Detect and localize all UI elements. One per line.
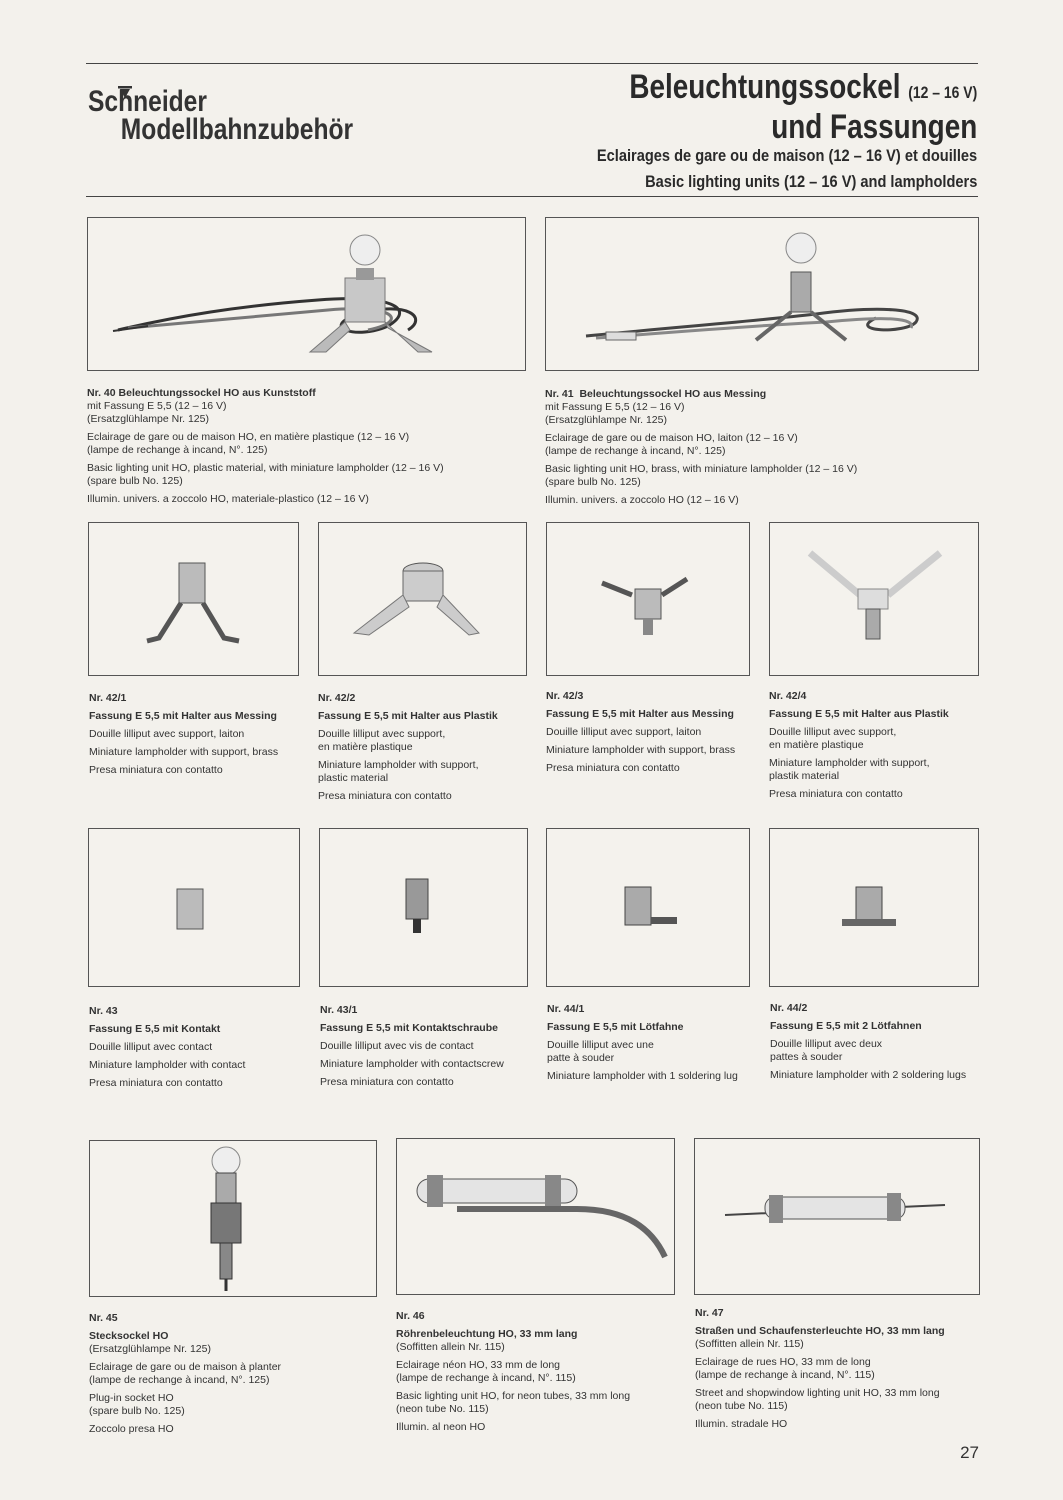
item-fr: Douille lilliput avec contact [89,1041,213,1053]
subtitle-en: Basic lighting units (12 – 16 V) and lampholders [644,172,977,191]
item-title: Straßen und Schaufensterleuchte HO, 33 mm lang [695,1325,945,1337]
item-number: Nr. 44/2 [770,1002,808,1014]
item-number: Nr. 42/2 [318,692,356,704]
title-text: Beleuchtungssockel [629,68,901,106]
item-number: Nr. 43/1 [320,1004,358,1016]
item-fr: Douille lilliput avec support, laiton [546,726,702,738]
item-title: Fassung E 5,5 mit Halter aus Messing [89,710,277,722]
item-it: Illumin. univers. a zoccolo HO (12 – 16 V) [545,494,739,506]
item-title: Nr. 40 Beleuchtungssockel HO aus Kunststoff [87,387,316,399]
item-fr: Douille lilliput avec support, laiton [89,728,245,740]
item-fr: Douille lilliput avec support, en matière plastique [318,728,446,753]
item-fr: Eclairage de rues HO, 33 mm de long (lampe de rechange à incand, N°. 115) [695,1356,875,1381]
caption-nr44-1 [547,1003,757,1083]
item-en: Miniature lampholder with support, plastik material [769,757,930,782]
photo-nr42-3 [546,522,750,676]
item-number: Nr. 46 [396,1310,425,1322]
photo-nr42-2 [318,522,527,676]
item-it: Illumin. stradale HO [695,1418,788,1430]
item-en: Miniature lampholder with 2 soldering lugs [770,1069,967,1081]
item-fr: Eclairage néon HO, 33 mm de long (lampe de rechange à incand, N°. 115) [396,1359,576,1384]
item-en: Miniature lampholder with 1 soldering lug [547,1070,738,1082]
item-it: Presa miniatura con contatto [769,788,903,800]
item-de: (Ersatzglühlampe Nr. 125) [89,1343,211,1355]
item-de: mit Fassung E 5,5 (12 – 16 V) (Ersatzglühlampe Nr. 125) [87,400,227,425]
photo-nr42-1 [88,522,299,676]
item-en: Miniature lampholder with support, brass [546,744,736,756]
item-fr: Eclairage de gare ou de maison HO, laiton (12 – 16 V) (lampe de rechange à incand, N°. 125) [545,432,798,457]
caption-nr42-1 [89,692,299,777]
item-title: Nr. 41 Beleuchtungssockel HO aus Messing [545,388,767,400]
page-title-line2: und Fassungen [770,108,977,146]
item-fr: Eclairage de gare ou de maison à planter (lampe de rechange à incand, N°. 125) [89,1361,282,1386]
caption-nr42-4 [769,690,979,801]
logo-line1: Schneider [88,85,207,118]
item-fr: Douille lilliput avec support, en matière plastique [769,726,897,751]
caption-nr45 [89,1312,379,1436]
brand-logo [88,85,354,146]
caption-nr42-3 [546,690,756,775]
caption-nr40 [87,387,527,506]
photo-nr41 [545,217,979,371]
item-title: Fassung E 5,5 mit Halter aus Plastik [318,710,498,722]
item-title: Röhrenbeleuchtung HO, 33 mm lang [396,1328,578,1340]
item-en: Miniature lampholder with contact [89,1059,246,1071]
item-it: Presa miniatura con contatto [89,764,223,776]
item-title: Fassung E 5,5 mit Kontaktschraube [320,1022,498,1034]
photo-nr44-2 [769,828,979,987]
subtitle-fr: Eclairages de gare ou de maison (12 – 16 V) et douilles [596,146,977,165]
photo-nr40 [87,217,526,371]
item-en: Basic lighting unit HO, plastic material, with miniature lampholder (12 – 16 V) (spare bulb No. 125) [87,462,444,487]
caption-nr44-2 [770,1002,980,1082]
item-number: Nr. 45 [89,1312,118,1324]
item-fr: Eclairage de gare ou de maison HO, en matière plastique (12 – 16 V) (lampe de rechange à incand, N°. 125) [87,431,410,456]
item-it: Presa miniatura con contatto [89,1077,223,1089]
item-en: Basic lighting unit HO, for neon tubes, 33 mm long (neon tube No. 115) [396,1390,631,1415]
item-title: Fassung E 5,5 mit Halter aus Messing [546,708,734,720]
logo-line2: Modellbahnzubehör [120,113,354,146]
item-en: Miniature lampholder with support, plastic material [318,759,479,784]
item-it: Presa miniatura con contatto [546,762,680,774]
caption-nr42-2 [318,692,528,803]
item-de: (Soffitten allein Nr. 115) [695,1338,804,1350]
item-en: Miniature lampholder with support, brass [89,746,279,758]
item-title: Fassung E 5,5 mit Halter aus Plastik [769,708,949,720]
item-fr: Douille lilliput avec deux pattes à souder [770,1038,883,1063]
caption-nr47 [695,1307,985,1431]
item-en: Plug-in socket HO (spare bulb No. 125) [89,1392,185,1417]
item-de: (Soffitten allein Nr. 115) [396,1341,505,1353]
item-fr: Douille lilliput avec vis de contact [320,1040,474,1052]
item-en: Miniature lampholder with contactscrew [320,1058,504,1070]
item-number: Nr. 42/4 [769,690,807,702]
caption-nr41 [545,388,975,507]
item-title: Stecksockel HO [89,1330,169,1342]
item-number: Nr. 43 [89,1005,118,1017]
photo-nr45 [89,1140,377,1297]
caption-nr43 [89,1005,299,1090]
item-title: Fassung E 5,5 mit Kontakt [89,1023,221,1035]
item-en: Street and shopwindow lighting unit HO, 33 mm long (neon tube No. 115) [695,1387,940,1412]
photo-nr43 [88,828,300,987]
item-title: Fassung E 5,5 mit 2 Lötfahnen [770,1020,922,1032]
item-title: Fassung E 5,5 mit Lötfahne [547,1021,684,1033]
header-rule [86,196,978,197]
item-number: Nr. 47 [695,1307,724,1319]
caption-nr43-1 [320,1004,530,1089]
top-rule [86,63,978,64]
item-it: Illumin. univers. a zoccolo HO, materiale-plastico (12 – 16 V) [87,493,369,505]
photo-nr47 [694,1138,980,1295]
photo-nr44-1 [546,828,750,987]
item-it: Illumin. al neon HO [396,1421,486,1433]
item-it: Zoccolo presa HO [89,1423,174,1435]
item-number: Nr. 42/3 [546,690,584,702]
item-number: Nr. 42/1 [89,692,127,704]
item-de: mit Fassung E 5,5 (12 – 16 V) (Ersatzglühlampe Nr. 125) [545,401,685,426]
photo-nr46 [396,1138,675,1295]
item-fr: Douille lilliput avec une patte à souder [547,1039,654,1064]
photo-nr42-4 [769,522,979,676]
item-number: Nr. 44/1 [547,1003,585,1015]
item-en: Basic lighting unit HO, brass, with miniature lampholder (12 – 16 V) (spare bulb No. 125) [545,463,858,488]
photo-nr43-1 [319,828,528,987]
item-it: Presa miniatura con contatto [320,1076,454,1088]
title-voltage: (12 – 16 V) [908,83,977,102]
page-number: 27 [960,1443,979,1462]
caption-nr46 [396,1310,686,1434]
page-title-line1 [629,68,977,107]
item-it: Presa miniatura con contatto [318,790,452,802]
